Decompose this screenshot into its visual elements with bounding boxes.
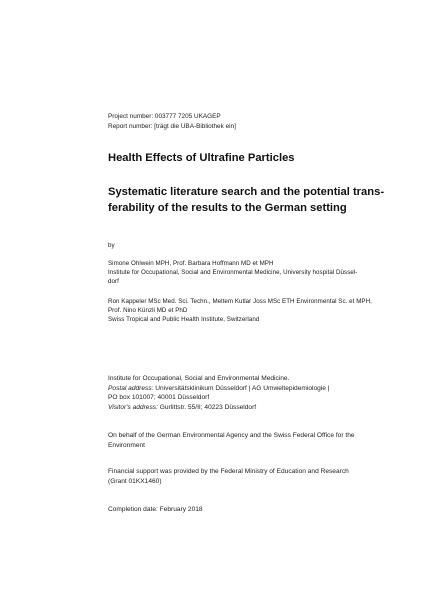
completion-date: Completion date: February 2018 [108, 506, 203, 513]
visitor-address-value: Gurlittstr. 55/II; 40223 Düsseldorf [157, 403, 257, 411]
behalf-block [108, 431, 398, 450]
postal-address [108, 384, 398, 394]
author-names-2-line-1: Ron Kappeler MSc Med. Sci. Techn., Meltem Kutlar Joss MSc ETH Environmental Sc. et MPH, [108, 298, 372, 305]
behalf-line-1: On behalf of the German Environmental Agency and the Swiss Federal Office for the [108, 432, 355, 439]
by-label [108, 241, 398, 250]
by-text: by [108, 242, 115, 249]
author-group-1 [108, 259, 398, 286]
postal-address-label: Postal address: [108, 384, 154, 392]
document-subtitle [108, 185, 398, 216]
postal-address-value: Universitätsklinikum Düsseldorf | AG Umweltepidemiologie | [153, 384, 330, 392]
author-group-2 [108, 297, 398, 324]
report-number: Report number: [trägt die UBA-Bibliothek ein] [108, 122, 236, 130]
visitor-address-label: Visitor's address: [108, 403, 158, 411]
address-block [108, 374, 398, 412]
author-names-2-line-2: Prof. Nino Künzli MD et PhD [108, 307, 188, 314]
author-names-1: Simone Ohlwein MPH, Prof. Barbara Hoffmann MD et MPH [108, 260, 274, 267]
affiliation-1-line-2: dorf [108, 278, 119, 285]
behalf-line-2: Environment [108, 441, 146, 449]
title-text: Health Effects of Ultrafine Particles [108, 152, 295, 164]
project-info [108, 112, 398, 131]
document-title [108, 151, 398, 165]
completion-block [108, 505, 398, 515]
visitor-address [108, 403, 398, 413]
project-number: Project number: 003777 7205 UKAGEP [108, 113, 221, 120]
institute-name: Institute for Occupational, Social and Environmental Medicine. [108, 375, 290, 382]
subtitle-line-1: Systematic literature search and the potential trans- [108, 186, 385, 198]
affiliation-2: Swiss Tropical and Public Health Institute, Switzerland [108, 316, 260, 323]
affiliation-1-line-1: Institute for Occupational, Social and Environmental Medicine, University hospital Düssel- [108, 269, 358, 276]
subtitle-line-2: ferability of the results to the German setting [108, 201, 347, 214]
financial-line-2: (Grant 01KX1460) [108, 477, 162, 485]
postal-address-line-2: PO box 101007; 40001 Düsseldorf [108, 394, 210, 401]
financial-line-1: Financial support was provided by the Federal Ministry of Education and Research [108, 468, 349, 475]
financial-block [108, 467, 398, 486]
